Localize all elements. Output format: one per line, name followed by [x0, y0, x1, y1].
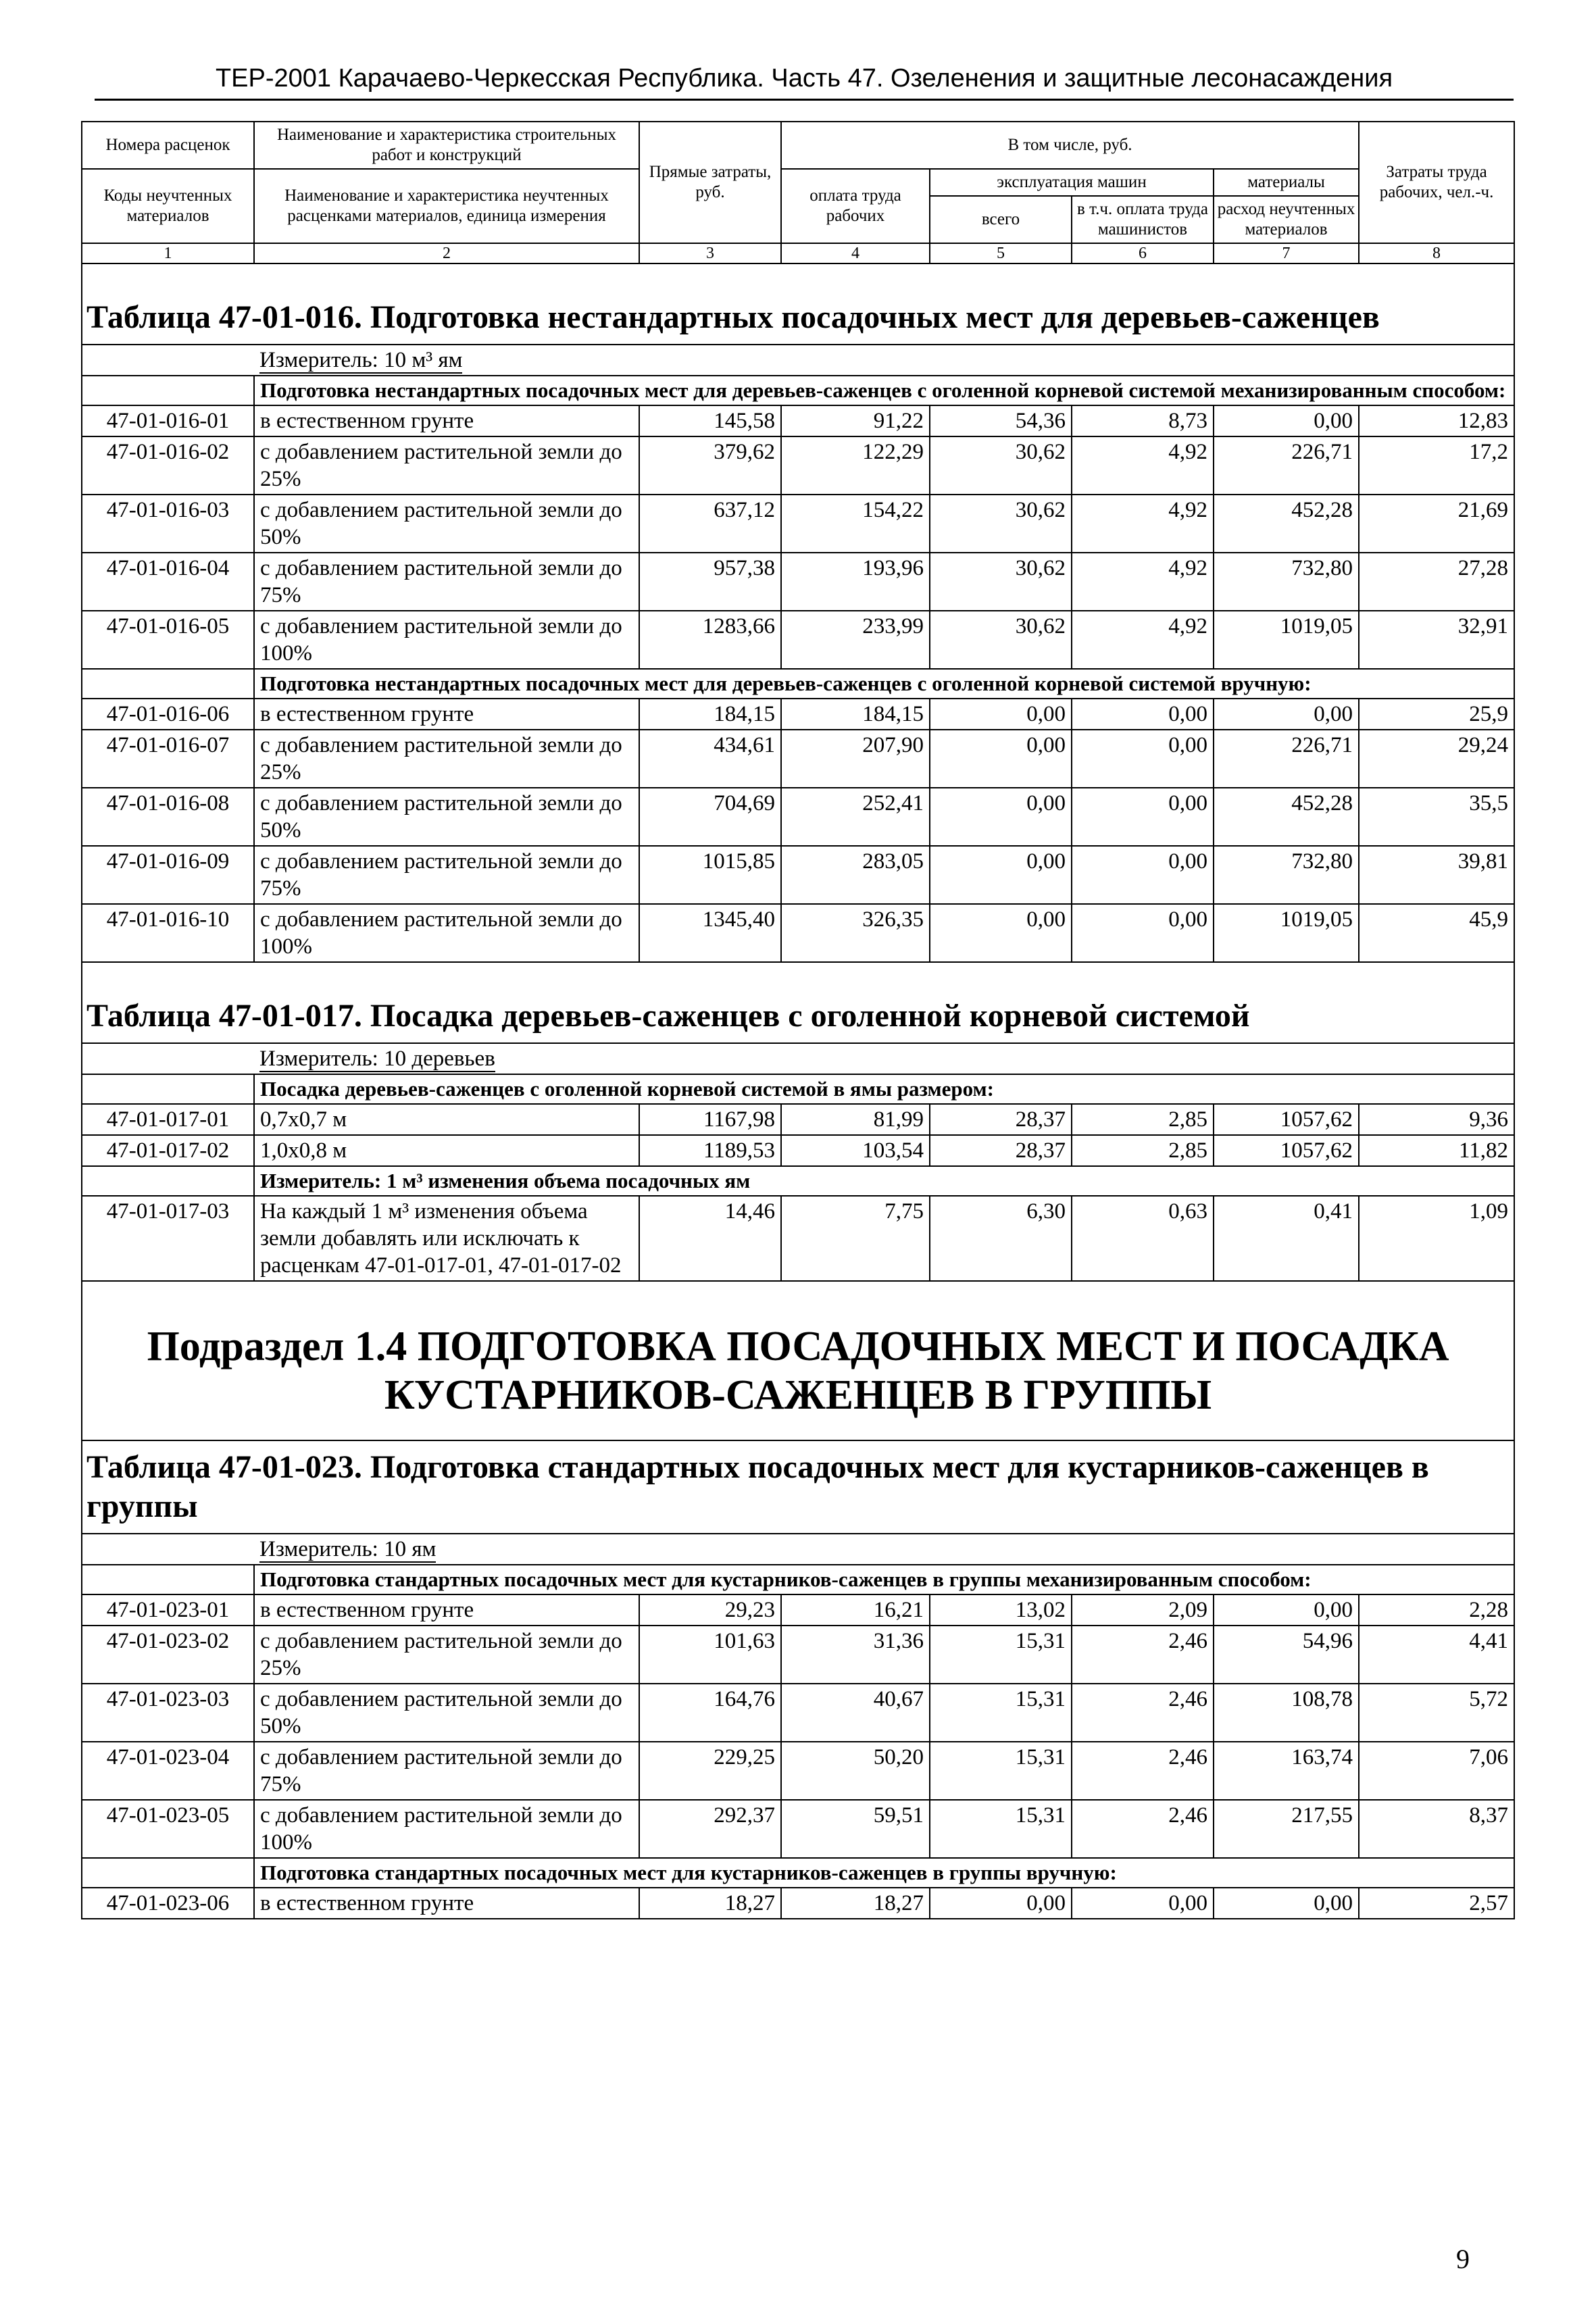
machines-total: 15,31	[930, 1684, 1072, 1742]
operator-pay: 0,00	[1072, 788, 1214, 846]
rate-code: 47-01-016-01	[82, 405, 254, 436]
worker-pay: 207,90	[781, 730, 930, 788]
material-consumption: 0,00	[1214, 1594, 1359, 1626]
table-row	[82, 1888, 1514, 1919]
material-consumption: 54,96	[1214, 1626, 1359, 1684]
measure-row	[82, 1534, 1514, 1565]
direct-costs: 1189,53	[639, 1135, 781, 1166]
labor-hours: 4,41	[1359, 1626, 1514, 1684]
work-description: с добавлением растительной земли до 100%	[254, 611, 639, 669]
machines-total: 28,37	[930, 1104, 1072, 1135]
direct-costs: 1167,98	[639, 1104, 781, 1135]
labor-hours: 2,28	[1359, 1594, 1514, 1626]
table-row	[82, 1135, 1514, 1166]
labor-hours: 21,69	[1359, 495, 1514, 553]
subsection-title: Подраздел 1.4 ПОДГОТОВКА ПОСАДОЧНЫХ МЕСТ И ПОСАДКА КУСТАРНИКОВ-САЖЕНЦЕВ В ГРУППЫ	[82, 1281, 1514, 1440]
group-heading: Подготовка стандартных посадочных мест для кустарников-саженцев в группы механизированным способом:	[254, 1565, 1514, 1594]
rates-table	[81, 121, 1515, 1919]
material-consumption: 0,00	[1214, 405, 1359, 436]
worker-pay: 40,67	[781, 1684, 930, 1742]
work-description: с добавлением растительной земли до 75%	[254, 553, 639, 611]
group-row	[82, 1074, 1514, 1104]
worker-pay: 326,35	[781, 904, 930, 962]
table-row	[82, 611, 1514, 669]
header-machines-total: всего	[930, 196, 1072, 243]
table-row	[82, 1594, 1514, 1626]
table-row	[82, 846, 1514, 904]
operator-pay: 0,00	[1072, 846, 1214, 904]
worker-pay: 18,27	[781, 1888, 930, 1919]
page-number: 9	[1456, 2244, 1470, 2274]
material-consumption: 0,00	[1214, 699, 1359, 730]
material-consumption: 0,00	[1214, 1888, 1359, 1919]
material-consumption: 226,71	[1214, 730, 1359, 788]
worker-pay: 31,36	[781, 1626, 930, 1684]
machines-total: 54,36	[930, 405, 1072, 436]
measure-unit: Измеритель: 10 м³ ям	[259, 348, 463, 372]
table-row	[82, 1684, 1514, 1742]
work-description: в естественном грунте	[254, 1594, 639, 1626]
running-header: ТЕР-2001 Карачаево-Черкесская Республика. Часть 47. Озеленения и защитные лесонасаждения	[95, 64, 1514, 101]
column-number: 8	[1359, 243, 1514, 263]
rate-code: 47-01-016-07	[82, 730, 254, 788]
machines-total: 15,31	[930, 1800, 1072, 1858]
worker-pay: 193,96	[781, 553, 930, 611]
header-labor-hours: Затраты труда рабочих, чел.-ч.	[1359, 122, 1514, 243]
column-numbers-row	[82, 243, 1514, 263]
group-heading: Посадка деревьев-саженцев с оголенной корневой системой в ямы размером:	[254, 1074, 1514, 1104]
material-consumption: 108,78	[1214, 1684, 1359, 1742]
operator-pay: 8,73	[1072, 405, 1214, 436]
table-title: Таблица 47-01-023. Подготовка стандартных посадочных мест для кустарников-саженцев в группы	[82, 1440, 1514, 1534]
material-consumption: 226,71	[1214, 436, 1359, 495]
direct-costs: 637,12	[639, 495, 781, 553]
rate-code: 47-01-016-08	[82, 788, 254, 846]
header-material-name: Наименование и характеристика неучтенных расценками материалов, единица измерения	[254, 169, 639, 243]
work-description: с добавлением растительной земли до 50%	[254, 1684, 639, 1742]
header-material-codes: Коды неучтенных материалов	[82, 169, 254, 243]
material-consumption: 732,80	[1214, 846, 1359, 904]
direct-costs: 434,61	[639, 730, 781, 788]
labor-hours: 1,09	[1359, 1196, 1514, 1281]
worker-pay: 122,29	[781, 436, 930, 495]
material-consumption: 732,80	[1214, 553, 1359, 611]
header-direct-costs: Прямые затраты, руб.	[639, 122, 781, 243]
work-description: с добавлением растительной земли до 25%	[254, 1626, 639, 1684]
subsection-row	[82, 1281, 1514, 1440]
group-row	[82, 1565, 1514, 1594]
machines-total: 30,62	[930, 553, 1072, 611]
header-operator-pay: в т.ч. оплата труда машинистов	[1072, 196, 1214, 243]
rate-code: 47-01-016-05	[82, 611, 254, 669]
material-consumption: 163,74	[1214, 1742, 1359, 1800]
table-row	[82, 553, 1514, 611]
operator-pay: 0,63	[1072, 1196, 1214, 1281]
measure-unit: Измеритель: 1 м³ изменения объема посадочных ям	[254, 1166, 1514, 1196]
rate-code: 47-01-016-02	[82, 436, 254, 495]
machines-total: 13,02	[930, 1594, 1072, 1626]
direct-costs: 145,58	[639, 405, 781, 436]
rate-code: 47-01-023-04	[82, 1742, 254, 1800]
operator-pay: 2,46	[1072, 1626, 1214, 1684]
rate-code: 47-01-016-09	[82, 846, 254, 904]
direct-costs: 164,76	[639, 1684, 781, 1742]
column-number: 6	[1072, 243, 1214, 263]
work-description: в естественном грунте	[254, 699, 639, 730]
material-consumption: 1057,62	[1214, 1104, 1359, 1135]
work-description: в естественном грунте	[254, 405, 639, 436]
machines-total: 15,31	[930, 1742, 1072, 1800]
measure-row	[82, 1043, 1514, 1074]
machines-total: 0,00	[930, 904, 1072, 962]
rate-code: 47-01-016-03	[82, 495, 254, 553]
header-work-name: Наименование и характеристика строительных работ и конструкций	[254, 122, 639, 169]
table-row	[82, 1800, 1514, 1858]
machines-total: 0,00	[930, 846, 1072, 904]
material-consumption: 452,28	[1214, 788, 1359, 846]
machines-total: 30,62	[930, 436, 1072, 495]
worker-pay: 103,54	[781, 1135, 930, 1166]
operator-pay: 0,00	[1072, 699, 1214, 730]
machines-total: 0,00	[930, 730, 1072, 788]
worker-pay: 59,51	[781, 1800, 930, 1858]
labor-hours: 9,36	[1359, 1104, 1514, 1135]
work-description: с добавлением растительной земли до 25%	[254, 436, 639, 495]
worker-pay: 154,22	[781, 495, 930, 553]
rate-code: 47-01-016-06	[82, 699, 254, 730]
machines-total: 0,00	[930, 1888, 1072, 1919]
table-row	[82, 436, 1514, 495]
labor-hours: 27,28	[1359, 553, 1514, 611]
rate-code: 47-01-016-04	[82, 553, 254, 611]
worker-pay: 184,15	[781, 699, 930, 730]
operator-pay: 2,85	[1072, 1135, 1214, 1166]
direct-costs: 704,69	[639, 788, 781, 846]
work-description: с добавлением растительной земли до 50%	[254, 495, 639, 553]
table-row	[82, 405, 1514, 436]
group-heading: Подготовка стандартных посадочных мест для кустарников-саженцев в группы вручную:	[254, 1858, 1514, 1888]
table-row	[82, 1196, 1514, 1281]
operator-pay: 2,46	[1072, 1800, 1214, 1858]
worker-pay: 81,99	[781, 1104, 930, 1135]
material-consumption: 0,41	[1214, 1196, 1359, 1281]
work-description: На каждый 1 м³ изменения объема земли добавлять или исключать к расценкам 47-01-017-01, 47-01-017-02	[254, 1196, 639, 1281]
worker-pay: 50,20	[781, 1742, 930, 1800]
direct-costs: 1283,66	[639, 611, 781, 669]
rate-code: 47-01-023-05	[82, 1800, 254, 1858]
worker-pay: 91,22	[781, 405, 930, 436]
machines-total: 30,62	[930, 495, 1072, 553]
rate-code: 47-01-017-02	[82, 1135, 254, 1166]
operator-pay: 0,00	[1072, 1888, 1214, 1919]
column-number: 3	[639, 243, 781, 263]
column-number: 4	[781, 243, 930, 263]
table-row	[82, 495, 1514, 553]
labor-hours: 7,06	[1359, 1742, 1514, 1800]
work-description: 1,0х0,8 м	[254, 1135, 639, 1166]
table-row	[82, 1742, 1514, 1800]
rate-code: 47-01-017-03	[82, 1196, 254, 1281]
direct-costs: 379,62	[639, 436, 781, 495]
operator-pay: 4,92	[1072, 611, 1214, 669]
measure-unit: Измеритель: 10 ям	[259, 1537, 437, 1561]
table-row	[82, 788, 1514, 846]
operator-pay: 4,92	[1072, 495, 1214, 553]
labor-hours: 2,57	[1359, 1888, 1514, 1919]
direct-costs: 18,27	[639, 1888, 781, 1919]
group-row	[82, 1166, 1514, 1196]
worker-pay: 233,99	[781, 611, 930, 669]
direct-costs: 1015,85	[639, 846, 781, 904]
table-row	[82, 1626, 1514, 1684]
operator-pay: 0,00	[1072, 730, 1214, 788]
labor-hours: 39,81	[1359, 846, 1514, 904]
direct-costs: 184,15	[639, 699, 781, 730]
machines-total: 6,30	[930, 1196, 1072, 1281]
work-description: с добавлением растительной земли до 75%	[254, 846, 639, 904]
labor-hours: 45,9	[1359, 904, 1514, 962]
labor-hours: 11,82	[1359, 1135, 1514, 1166]
group-row	[82, 376, 1514, 405]
labor-hours: 17,2	[1359, 436, 1514, 495]
direct-costs: 229,25	[639, 1742, 781, 1800]
table-title-row	[82, 962, 1514, 1043]
labor-hours: 12,83	[1359, 405, 1514, 436]
operator-pay: 2,46	[1072, 1742, 1214, 1800]
table-row	[82, 730, 1514, 788]
document-page	[81, 64, 1514, 1919]
work-description: с добавлением растительной земли до 50%	[254, 788, 639, 846]
machines-total: 0,00	[930, 788, 1072, 846]
material-consumption: 1057,62	[1214, 1135, 1359, 1166]
column-number: 1	[82, 243, 254, 263]
operator-pay: 4,92	[1072, 553, 1214, 611]
machines-total: 28,37	[930, 1135, 1072, 1166]
machines-total: 15,31	[930, 1626, 1072, 1684]
table-row	[82, 1104, 1514, 1135]
direct-costs: 101,63	[639, 1626, 781, 1684]
material-consumption: 217,55	[1214, 1800, 1359, 1858]
table-title-row	[82, 1440, 1514, 1534]
header-rate-numbers: Номера расценок	[82, 122, 254, 169]
direct-costs: 957,38	[639, 553, 781, 611]
material-consumption: 1019,05	[1214, 904, 1359, 962]
rate-code: 47-01-023-02	[82, 1626, 254, 1684]
direct-costs: 14,46	[639, 1196, 781, 1281]
labor-hours: 35,5	[1359, 788, 1514, 846]
operator-pay: 2,46	[1072, 1684, 1214, 1742]
table-title: Таблица 47-01-017. Посадка деревьев-саженцев с оголенной корневой системой	[82, 962, 1514, 1043]
worker-pay: 16,21	[781, 1594, 930, 1626]
group-heading: Подготовка нестандартных посадочных мест для деревьев-саженцев с оголенной корневой системой вручную:	[254, 669, 1514, 699]
material-consumption: 452,28	[1214, 495, 1359, 553]
column-number: 5	[930, 243, 1072, 263]
header-materials: материалы	[1214, 169, 1359, 196]
operator-pay: 4,92	[1072, 436, 1214, 495]
rate-code: 47-01-023-03	[82, 1684, 254, 1742]
work-description: в естественном грунте	[254, 1888, 639, 1919]
worker-pay: 252,41	[781, 788, 930, 846]
labor-hours: 5,72	[1359, 1684, 1514, 1742]
measure-row	[82, 345, 1514, 376]
rate-code: 47-01-016-10	[82, 904, 254, 962]
work-description: 0,7х0,7 м	[254, 1104, 639, 1135]
direct-costs: 29,23	[639, 1594, 781, 1626]
rate-code: 47-01-017-01	[82, 1104, 254, 1135]
operator-pay: 0,00	[1072, 904, 1214, 962]
column-number: 7	[1214, 243, 1359, 263]
labor-hours: 8,37	[1359, 1800, 1514, 1858]
table-row	[82, 699, 1514, 730]
rate-code: 47-01-023-06	[82, 1888, 254, 1919]
header-row	[82, 122, 1514, 169]
direct-costs: 1345,40	[639, 904, 781, 962]
worker-pay: 283,05	[781, 846, 930, 904]
group-row	[82, 669, 1514, 699]
group-row	[82, 1858, 1514, 1888]
table-row	[82, 904, 1514, 962]
table-title-row	[82, 263, 1514, 345]
table-title: Таблица 47-01-016. Подготовка нестандартных посадочных мест для деревьев-саженцев	[82, 263, 1514, 345]
header-including: В том числе, руб.	[781, 122, 1359, 169]
header-row	[82, 169, 1514, 196]
material-consumption: 1019,05	[1214, 611, 1359, 669]
operator-pay: 2,85	[1072, 1104, 1214, 1135]
header-material-consumption: расход неучтенных материалов	[1214, 196, 1359, 243]
operator-pay: 2,09	[1072, 1594, 1214, 1626]
measure-unit: Измеритель: 10 деревьев	[259, 1047, 495, 1071]
work-description: с добавлением растительной земли до 75%	[254, 1742, 639, 1800]
labor-hours: 25,9	[1359, 699, 1514, 730]
rate-code: 47-01-023-01	[82, 1594, 254, 1626]
labor-hours: 29,24	[1359, 730, 1514, 788]
work-description: с добавлением растительной земли до 100%	[254, 1800, 639, 1858]
machines-total: 30,62	[930, 611, 1072, 669]
column-number: 2	[254, 243, 639, 263]
header-worker-pay: оплата труда рабочих	[781, 169, 930, 243]
labor-hours: 32,91	[1359, 611, 1514, 669]
worker-pay: 7,75	[781, 1196, 930, 1281]
group-heading: Подготовка нестандартных посадочных мест для деревьев-саженцев с оголенной корневой системой механизированным способом:	[254, 376, 1514, 405]
header-machines: эксплуатация машин	[930, 169, 1214, 196]
work-description: с добавлением растительной земли до 100%	[254, 904, 639, 962]
work-description: с добавлением растительной земли до 25%	[254, 730, 639, 788]
direct-costs: 292,37	[639, 1800, 781, 1858]
machines-total: 0,00	[930, 699, 1072, 730]
